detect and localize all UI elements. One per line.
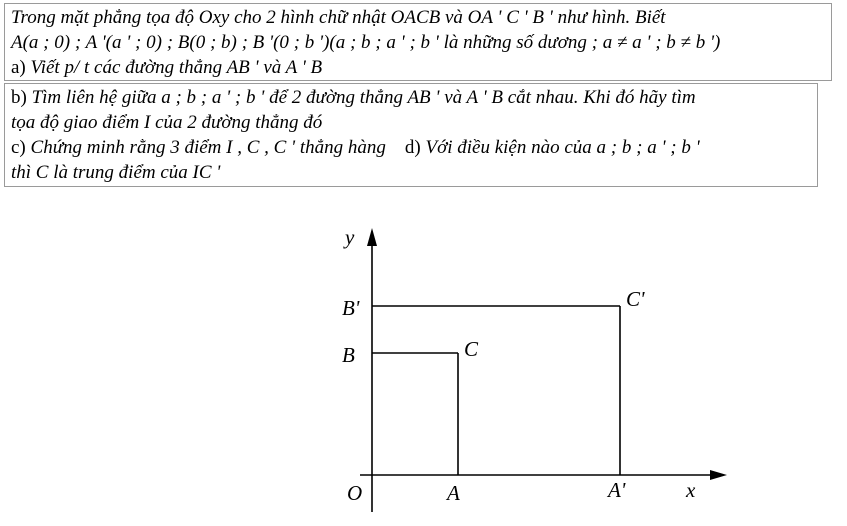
label-B-prime: B' [342, 296, 360, 320]
label-C: C [464, 337, 479, 361]
part-b-label: b) [11, 87, 27, 108]
label-y: y [345, 225, 355, 249]
label-A-prime: A' [608, 478, 626, 502]
label-C-prime: C' [626, 287, 645, 311]
intro-line-1: Trong mặt phẳng tọa độ Oxy cho 2 hình chữ nhật OACB và OA ' C ' B ' như hình. Biết [11, 7, 666, 28]
label-x: x [686, 478, 696, 502]
label-A: A [447, 481, 460, 505]
part-c-label: c) [11, 137, 26, 158]
part-d-label: d) [404, 137, 421, 158]
part-a-text: Viết p/ t các đường thẳng AB ' và A ' B [30, 57, 323, 78]
part-d-text-1: Với điều kiện nào của a ; b ; a ' ; b ' [425, 137, 700, 158]
y-axis-arrow [367, 228, 377, 246]
part-a-label: a) [11, 57, 26, 78]
part-b-text-1: Tìm liên hệ giữa a ; b ; a ' ; b ' để 2 đường thẳng AB ' và A ' B cắt nhau. Khi đó hãy tìm [31, 87, 696, 108]
intro-line-2: A(a ; 0) ; A '(a ' ; 0) ; B(0 ; b) ; B '(0 ; b ')(a ; b ; a ' ; b ' là những số dương ; a ≠ a ' ; b ≠ b ') [11, 32, 721, 53]
label-O: O [347, 481, 363, 505]
x-axis-arrow [710, 470, 727, 480]
part-d-line-2: thì C là trung điểm của IC ' [11, 162, 221, 183]
part-b-line-2: tọa độ giao điểm I của 2 đường thẳng đó [11, 112, 323, 133]
part-c-text: Chứng minh rằng 3 điểm I , C , C ' thẳng hàng [30, 137, 386, 158]
label-B: B [342, 343, 355, 367]
